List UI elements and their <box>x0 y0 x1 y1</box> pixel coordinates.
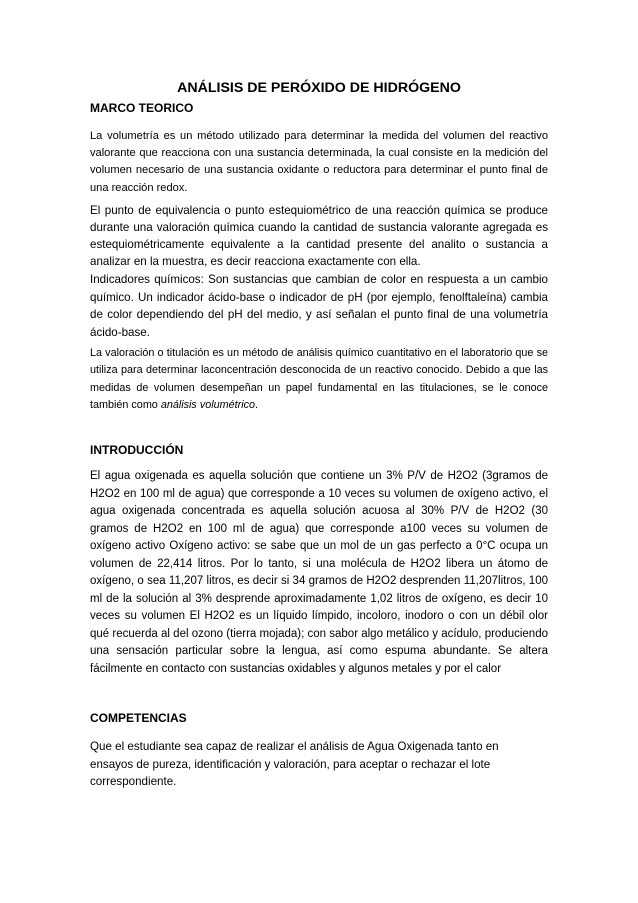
paragraph-competencias: Que el estudiante sea capaz de realizar el análisis de Agua Oxigenada tanto en ensayos de pureza, identificación y valoración, para aceptar o rechazar el lote correspondiente. <box>90 740 499 788</box>
paragraph-indicadores-quimicos: Indicadores químicos: Son sustancias que cambian de color en respuesta a un cambio químico. Un indicador ácido-base o indicador de pH (por ejemplo, fenolftaleína) cambia de color dependiendo del pH del medio, y así señalan el punto final de una volumetría ácido-base. <box>90 273 548 339</box>
paragraph-punto-equivalencia: El punto de equivalencia o punto estequiométrico de una reacción química se produce durante una valoración química cuando la cantidad de sustancia valorante agregada es estequiométricamente equivalente a la cantidad presente del analito o sustancia a analizar en la muestra, es decir reacciona exactamente con ella. <box>90 204 548 268</box>
document-title: ANÁLISIS DE PERÓXIDO DE HIDRÓGENO <box>177 80 461 96</box>
section-heading-marco-teorico: MARCO TEORICO <box>90 101 194 115</box>
section-heading-introduccion: INTRODUCCIÓN <box>90 443 184 457</box>
paragraph-valoracion-end: . <box>255 398 259 411</box>
paragraph-volumetria: La volumetría es un método utilizado para determinar la medida del volumen del reactivo valorante que reacciona con una sustancia determinada, la cual consiste en la medición del volumen necesario de una sustancia oxidante o reductora para determinar el punto final de una reacción redox. <box>90 130 548 194</box>
analisis-volumetrico-term: análisis volumétrico <box>160 398 256 411</box>
paragraph-agua-oxigenada: El agua oxigenada es aquella solución que contiene un 3% P/V de H2O2 (3gramos de H2O2 en 100 ml de agua) que corresponde a 10 veces su volumen de oxígeno activo, el agua oxigenada concentrada es aquella solución acuosa al 30% P/V de H2O2 (30 gramos de H2O2 en 100 ml de agua) que corresponde a100 veces su volumen de oxígeno activo Oxígeno activo: se sabe que un mol de un gas perfecto a 0°C ocupa un volumen de 22,414 litros. Por lo tanto, si una molécula de H2O2 libera un átomo de oxígeno, o sea 11,207 litros, es decir si 34 gramos de H2O2 desprenden 11,207litros, 100 ml de la solución al 3% desprende aproximadamente 1,02 litros de oxígeno, es decir 10 veces su volumen El H2O2 es un líquido límpido, incoloro, inodoro o con un débil olor qué recuerda al del ozono (tierra mojada); con sabor algo metálico y acídulo, produciendo una sensación particular sobre la lengua, así como espuma abundante. Se altera fácilmente en contacto con sustancias oxidables y algunos metales y por el calor <box>90 470 548 676</box>
section-heading-competencias: COMPETENCIAS <box>90 711 187 725</box>
paragraph-valoracion-text: La valoración o titulación es un método de análisis químico cuantitativo en el laboratorio que se utiliza para determinar laconcentración desconocida de un reactivo conocido. Debido a que las medidas de volumen desempeñan un papel fundamental en las titulaciones, se le conoce también como <box>90 347 548 411</box>
paragraph-valoracion <box>90 345 548 414</box>
